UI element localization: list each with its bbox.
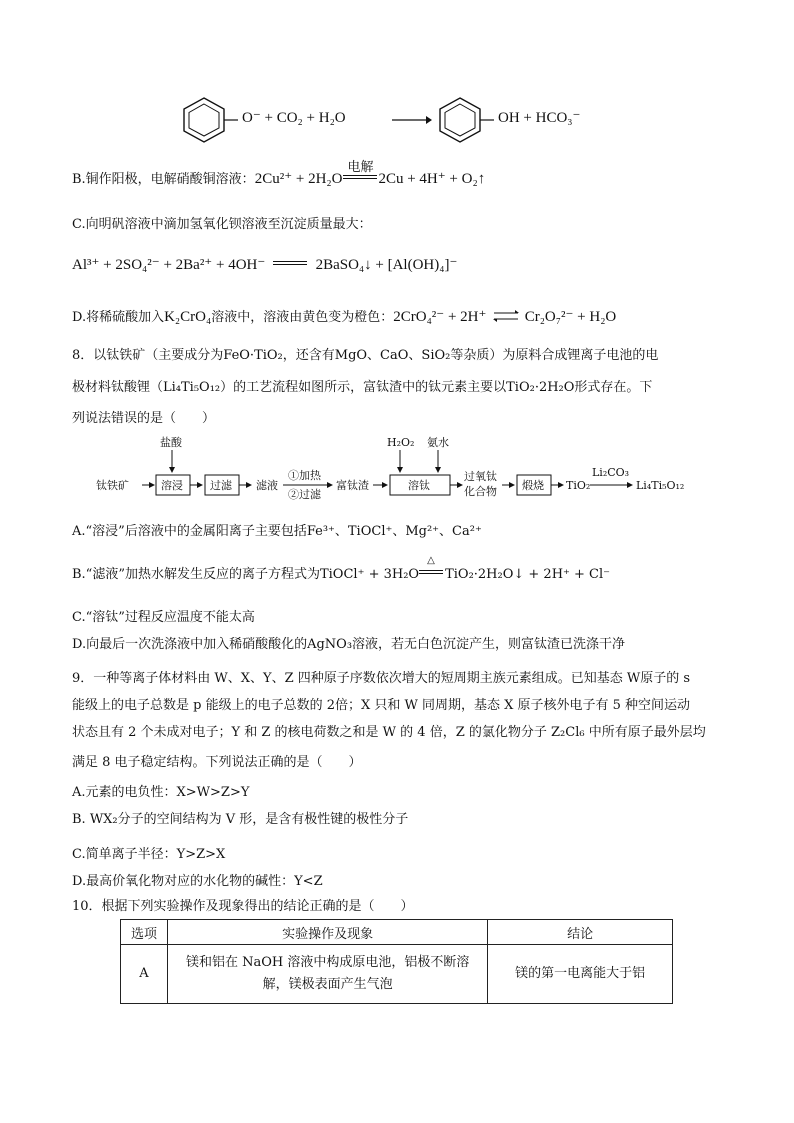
- reaction-arrow-icon: [390, 112, 432, 128]
- q8-stem-line2: 极材料钛酸锂（Li₄Ti₅O₁₂）的工艺流程如图所示，富钛渣中的钛元素主要以TiO₂·2H₂O形式存在。下: [72, 380, 653, 395]
- flow-step-filter: 过滤: [210, 479, 232, 492]
- q7-option-d-rhs: Cr₂O₇²⁻ + H₂O: [524, 309, 617, 325]
- flow-acid: 盐酸: [160, 436, 182, 449]
- electrolysis-condition: 电解: [347, 160, 374, 175]
- q7-option-d-lhs: 2CrO₄²⁻ + 2H⁺: [393, 309, 487, 325]
- flow-step-calcine: 煅烧: [522, 479, 544, 492]
- operation-line2: 解，镁极表面产生气泡: [262, 977, 393, 992]
- table-header-operation: 实验操作及现象: [167, 920, 487, 945]
- flow-raw-material: 钛铁矿: [96, 479, 129, 492]
- flow-step-dissolve: 溶钛: [408, 479, 430, 492]
- heat-equals-icon: △: [419, 567, 445, 582]
- flow-cond-heat: ①加热: [288, 469, 321, 482]
- q9-option-b: B. WX₂分子的空间结构为 V 形，是含有极性键的极性分子: [72, 812, 409, 827]
- electrolysis-arrow: [342, 160, 378, 187]
- table-row: [121, 945, 673, 1004]
- equals-sign-icon: [273, 261, 307, 265]
- q10-stem: 10．根据下列实验操作及现象得出的结论正确的是（ ）: [72, 899, 414, 914]
- q7-option-c-lhs: Al³⁺ + 2SO₄²⁻ + 2Ba²⁺ + 4OH⁻: [72, 257, 266, 273]
- q8-option-a: A.“溶浸”后溶液中的金属阳离子主要包括Fe³⁺、TiOCl⁺、Mg²⁺、Ca²⁺: [72, 524, 482, 539]
- q9-option-c: C.简单离子半径：Y>Z>X: [72, 847, 226, 862]
- q7-option-d-reagent: K₂CrO₄: [164, 309, 212, 325]
- q10-table: [120, 919, 673, 1004]
- q9-option-a: A.元素的电负性：X>W>Z>Y: [72, 785, 250, 800]
- q9-option-d: D.最高价氧化物对应的水化物的碱性：Y<Z: [72, 874, 323, 889]
- q8-process-flowchart: [90, 432, 710, 502]
- q9-stem-line4: 满足 8 电子稳定结构。下列说法正确的是（ ）: [72, 755, 362, 770]
- q7-option-d-post: 溶液中，溶液由黄色变为橙色：: [211, 310, 394, 325]
- q7-option-b: [72, 160, 486, 188]
- flow-peroxide-line2: 化合物: [464, 485, 497, 498]
- q7-option-d-pre: D.将稀硫酸加入: [72, 310, 165, 325]
- table-header-option: 选项: [121, 920, 168, 945]
- q7-option-c-rhs: 2BaSO₄↓ + [Al(OH)₄]⁻: [315, 257, 458, 273]
- table-cell-operation: [167, 945, 487, 1004]
- q8-option-b-pre: B.“滤液”加热水解发生反应的离子方程式为TiOCl⁺ + 3H₂O: [72, 567, 420, 582]
- reaction-rhs: OH + HCO₃⁻: [498, 110, 581, 126]
- table-header-conclusion: 结论: [488, 920, 673, 945]
- reversible-arrow-icon: [491, 309, 521, 323]
- table-cell-conclusion: 镁的第一电离能大于铝: [488, 945, 673, 1004]
- q7-option-b-rhs: 2Cu + 4H⁺ + O₂↑: [378, 171, 486, 187]
- flow-peroxide-line1: 过氧钛: [464, 470, 497, 483]
- q7-option-d: [72, 306, 616, 326]
- table-cell-option: A: [121, 945, 168, 1004]
- flow-reagent-ammonia: 氨水: [427, 436, 449, 449]
- flow-filtrate: 滤液: [256, 479, 278, 492]
- q8-option-d: D.向最后一次洗涤液中加入稀硝酸酸化的AgNO₃溶液，若无白色沉淀产生，则富钛渣已洗涤干净: [72, 637, 626, 652]
- q8-stem-line3: 列说法错误的是（ ）: [72, 411, 216, 426]
- q8-option-c: C.“溶钛”过程反应温度不能太高: [72, 610, 255, 625]
- flow-cond-filter: ②过滤: [288, 488, 321, 501]
- table-header-row: [121, 920, 673, 945]
- q7-option-b-label: B.铜作阳极，电解硝酸铜溶液：: [72, 172, 255, 187]
- flow-tio2: TiO₂: [566, 479, 591, 492]
- benzene-ring-icon: [180, 96, 240, 144]
- q8-option-b: [72, 555, 611, 582]
- flow-li2co3: Li₂CO₃: [592, 466, 630, 479]
- q9-stem-line2: 能级上的电子总数是 p 能级上的电子总数的 2倍；X 只和 W 同周期，基态 X 原子核外电子有 5 种空间运动: [72, 698, 691, 713]
- q8-stem-line1: 8．以钛铁矿（主要成分为FeO·TiO₂，还含有MgO、CaO、SiO₂等杂质）为原料合成锂离子电池的电: [72, 348, 659, 363]
- q9-stem-line3: 状态且有 2 个未成对电子；Y 和 Z 的核电荷数之和是 W 的 4 倍，Z 的氯化物分子 Z₂Cl₆ 中所有原子最外层均: [72, 725, 706, 740]
- q7-option-c-equation: [72, 255, 457, 274]
- q8-option-b-post: TiO₂·2H₂O↓ + 2H⁺ + Cl⁻: [445, 567, 611, 582]
- benzene-ring-icon: [436, 96, 496, 144]
- flow-slag: 富钛渣: [336, 479, 369, 492]
- q7-option-b-lhs: 2Cu²⁺ + 2H₂O: [254, 171, 343, 187]
- flow-step-leach: 溶浸: [161, 479, 183, 492]
- reaction-lhs: O⁻ + CO₂ + H₂O: [242, 110, 346, 126]
- q7-option-c-label: C.向明矾溶液中滴加氢氧化钡溶液至沉淀质量最大：: [72, 217, 372, 232]
- operation-line1: 镁和铝在 NaOH 溶液中构成原电池，铝极不断溶: [185, 955, 470, 970]
- flow-reagent-h2o2: H₂O₂: [387, 436, 415, 449]
- flow-product: Li₄Ti₅O₁₂: [636, 479, 685, 492]
- q9-stem-line1: 9．一种等离子体材料由 W、X、Y、Z 四种原子序数依次增大的短周期主族元素组成。已知基态 W原子的 s: [72, 671, 691, 686]
